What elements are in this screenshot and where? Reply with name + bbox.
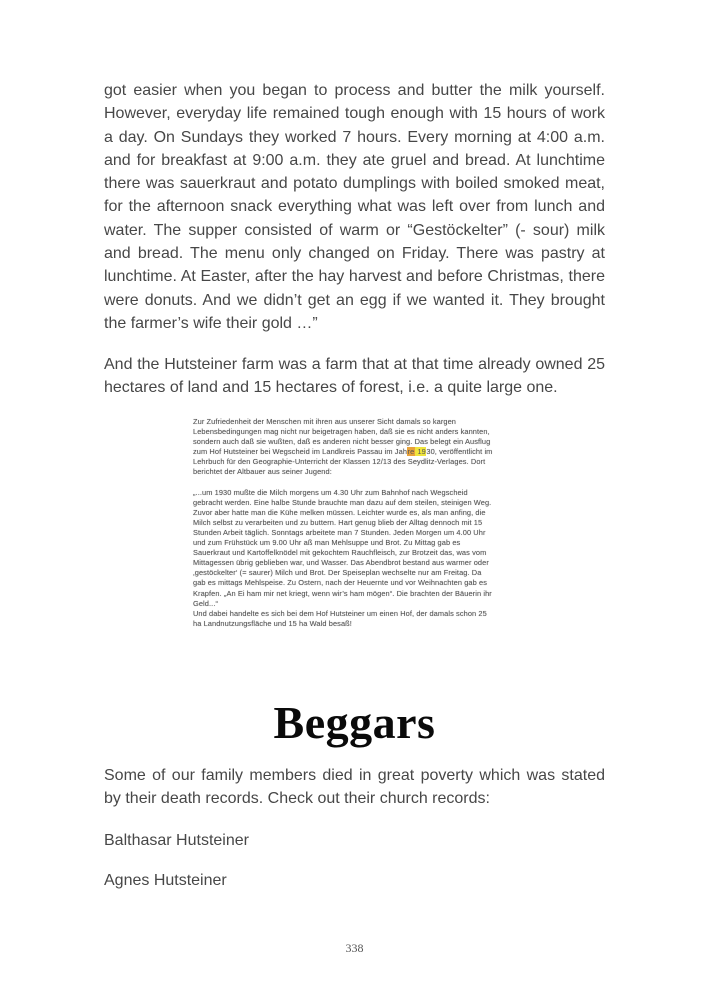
paragraph-farm-life: got easier when you began to process and butter the milk yourself. However, everyday life remained tough enough with 15 hours of work a day. On Sundays they worked 7 hours. Every morning at 4:00 a.m. and for breakfast at 9:00 a.m. they ate gruel and bread. At lunchtime there was sauerkraut and potato dumplings with boiled smoked meat, for the afternoon snack everything what was left over from lunch and water. The supper consisted of warm or “Gestöckelter” (- sour) milk and bread. The menu only changed on Friday. There was pastry at lunchtime. At Easter, after the hay harvest and before Christmas, there were donuts. And we didn’t get an egg if we wanted it. They brought the farmer’s wife their gold …”: [104, 82, 605, 332]
scan-text-line: ‚gestöckelter‘ (= saurer) Milch und Brot. Der Speiseplan wechselte nur am Freitag. Da: [193, 568, 482, 578]
page-number: 338: [345, 941, 364, 955]
paragraph-farm-size: And the Hutsteiner farm was a farm that at that time already owned 25 hectares of land and 15 hectares of forest, i.e. a quite large one.: [104, 356, 605, 397]
search-highlight: 19: [415, 447, 426, 457]
scan-text-line: ha Landnutzungsfläche und 15 ha Wald besaß!: [193, 618, 352, 628]
name-agnes-hutsteiner: Agnes Hutsteiner: [104, 872, 227, 889]
scan-text-line: Zuvor aber hatte man die Kühe melken müssen. Leichter wurde es, als man anfing, die: [193, 507, 486, 517]
scan-paragraph-gap: [193, 478, 503, 488]
scan-text-line: Krapfen. „An Ei ham mir net kriegt, wenn wir’s ham mögen“. Die brachten der Bäuerin ihr: [193, 588, 492, 598]
scan-text-line: Lebensbedingungen mag nicht nur beigetragen haben, daß sie es nicht anders kannten,: [193, 427, 490, 437]
search-highlight: re: [407, 447, 415, 457]
scan-text-line: und zum Frühstück um 9.00 Uhr aß man Mehlsuppe und Brot. Zu Mittag gab es: [193, 538, 461, 548]
scan-text-line: berichtet der Altbauer aus seiner Jugend:: [193, 467, 332, 477]
paragraph-beggars-intro: Some of our family members died in great poverty which was stated by their death records. Check out their church records:: [104, 767, 605, 808]
embedded-scan-image: [193, 417, 503, 629]
scan-text-line: „...um 1930 mußte die Milch morgens um 4.30 Uhr zum Bahnhof nach Wegscheid: [193, 487, 468, 497]
scan-text-line: Milch selbst zu verarbeiten und zu buttern. Hart genug blieb der Alltag dennoch mit 15: [193, 517, 483, 527]
scan-text-line: Mittagessen übrig geblieben war, und Wasser. Das Abendbrot bestand aus warmer oder: [193, 558, 489, 568]
scan-text-line: sondern auch daß sie wußten, daß es anderen nicht besser ging. Das belegt ein Ausflug: [193, 437, 491, 447]
scan-text-line: gab es mittags Mehlspeise. Zu Ostern, nach der Heuernte und vor Weihnachten gab es: [193, 578, 487, 588]
name-balthasar-hutsteiner: Balthasar Hutsteiner: [104, 832, 249, 849]
scan-text-line: Geld...“: [193, 598, 219, 608]
scan-text-line: Zur Zufriedenheit der Menschen mit ihren aus unserer Sicht damals so kargen: [193, 417, 457, 426]
scan-text-line: gebracht werden. Eine halbe Stunde brauchte man dazu auf dem steilen, steinigen Weg.: [193, 497, 492, 507]
scan-text-line: Stunden Arbeit täglich. Sonntags arbeitete man 7 Stunden. Jeden Morgen um 4.00 Uhr: [193, 527, 486, 537]
scan-text-line: Lehrbuch für den Geographie-Unterricht der Klassen 12/13 des Seydlitz-Verlages. Dort: [193, 457, 486, 467]
scan-text-line: zum Hof Hutsteiner bei Wegscheid im Landkreis Passau im Jahre 1930, veröffentlicht im: [193, 447, 493, 457]
section-heading-beggars: Beggars: [273, 697, 436, 748]
scan-text-line: Und dabei handelte es sich bei dem Hof Hutsteiner um einen Hof, der damals schon 25: [193, 608, 487, 618]
scan-text-line: Sauerkraut und Kartoffelknödel mit gekochtem Rauchfleisch, zur Brotzeit das, was vom: [193, 548, 487, 558]
